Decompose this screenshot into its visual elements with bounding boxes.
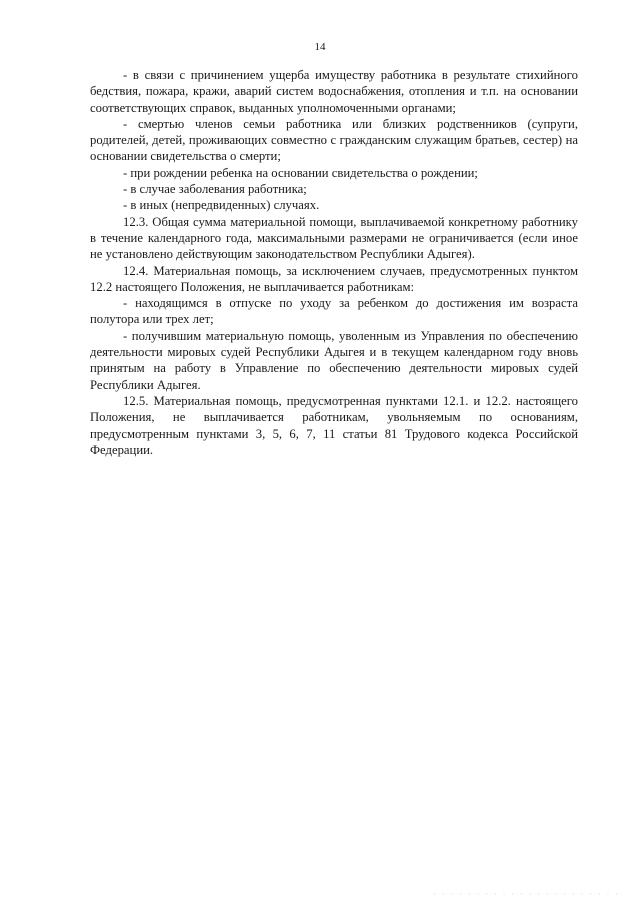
paragraph-birth-of-child: - при рождении ребенка на основании свидетельства о рождении; [123, 165, 478, 180]
paragraph-12-4: 12.4. Материальная помощь, за исключением случаев, предусмотренных пунктом 12.2 настоящего Положения, не выплачивается работникам: [90, 263, 578, 294]
paragraph-parental-leave: - находящимся в отпуске по уходу за ребенком до достижения им возраста полутора или трех лет; [90, 296, 578, 327]
paragraph-damage-to-property: - в связи с причинением ущерба имуществу работника в результате стихийного бедствия, пожара, кражи, аварий систем водоснабжения, отопления и т.п. на основании соответствующих справок, выданных уполномоченными органами; [90, 68, 578, 115]
scan-artifact: · · · · · · · · · · · · · · · · · · · · · · [433, 890, 620, 899]
paragraph-death-of-family-member: - смертью членов семьи работника или близких родственников (супруги, родителей, детей, проживающих совместно с гражданским служащим братьев, сестер) на основании свидетельства о смерти; [90, 116, 578, 164]
page-number: 14 [314, 41, 326, 53]
paragraph-12-5: 12.5. Материальная помощь, предусмотренная пунктами 12.1. и 12.2. настоящего Положения, не выплачивается работникам, увольняемым по основаниям, предусмотренным пунктами 3, 5, 6, 7, 11 статьи 81 Трудового кодекса Российской Федерации. [90, 393, 578, 457]
document-body [90, 67, 578, 458]
paragraph-12-3: 12.3. Общая сумма материальной помощи, выплачиваемой конкретному работнику в течение календарного года, максимальными размерами не ограничивается (если иное не установлено действующим законодательством Республики Адыгея). [90, 214, 578, 262]
paragraph-rehired-employees: - получившим материальную помощь, уволенным из Управления по обеспечению деятельности мировых судей Республики Адыгея и в текущем календарном году вновь принятым на работу в Управление по обеспечению деятельности мировых судей Республики Адыгея. [90, 328, 578, 392]
paragraph-illness: - в случае заболевания работника; [123, 182, 307, 197]
paragraph-unforeseen-cases: - в иных (непредвиденных) случаях. [123, 198, 320, 213]
